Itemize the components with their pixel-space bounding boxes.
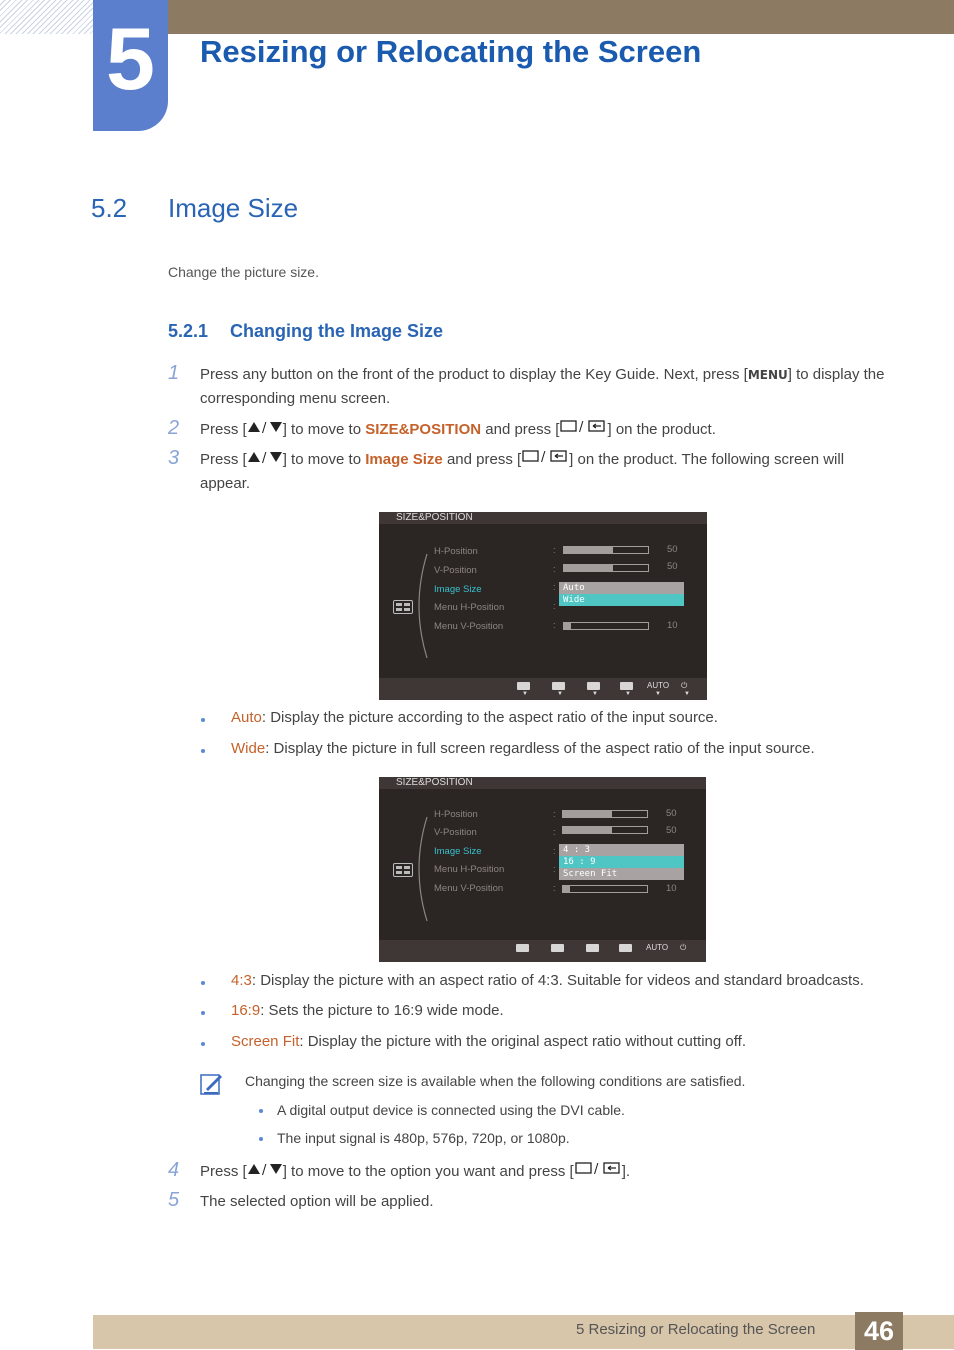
option-text: : Sets the picture to 16:9 wide mode. bbox=[260, 1002, 504, 1019]
osd-item-menu-h-position: Menu H-Position bbox=[434, 602, 505, 613]
option-term: Auto bbox=[231, 709, 262, 726]
step-text: The selected option will be applied. bbox=[200, 1193, 434, 1210]
osd-left-button-icon bbox=[516, 944, 529, 952]
osd-value-h-position: 50 bbox=[667, 544, 678, 555]
option-description bbox=[231, 972, 864, 989]
option-text: : Display the picture with an aspect ratio of 4:3. Suitable for videos and standard broadcasts. bbox=[251, 972, 864, 989]
menu-key-icon: MENU bbox=[747, 368, 788, 382]
note-text: Changing the screen size is available when the following conditions are satisfied. bbox=[245, 1073, 746, 1089]
option-text: : Display the picture according to the aspect ratio of the input source. bbox=[261, 709, 718, 726]
up-down-arrow-icon bbox=[247, 448, 283, 472]
osd-tick: ▼ bbox=[655, 691, 661, 697]
osd-slider-v-position bbox=[562, 826, 648, 834]
osd-option-wide: Wide bbox=[559, 594, 684, 606]
footer-chapter-title: 5 Resizing or Relocating the Screen bbox=[576, 1321, 816, 1338]
svg-text:/: / bbox=[261, 451, 267, 465]
step-text-part: ] to move to bbox=[282, 421, 366, 438]
option-description bbox=[231, 740, 815, 757]
osd-item-h-position: H-Position bbox=[434, 546, 478, 557]
bullet-icon bbox=[201, 1042, 205, 1046]
subsection-title: Changing the Image Size bbox=[230, 321, 444, 341]
note-condition: A digital output device is connected using the DVI cable. bbox=[277, 1102, 625, 1118]
osd-colon: : bbox=[553, 582, 556, 592]
bullet-icon bbox=[259, 1109, 263, 1113]
note-icon bbox=[200, 1072, 224, 1101]
bullet-icon bbox=[201, 718, 205, 722]
osd-screen-image-size bbox=[379, 512, 707, 700]
step-text-part: ] on the product. The following screen will appear. bbox=[200, 451, 845, 493]
osd-colon: : bbox=[553, 864, 556, 874]
step-text-part: ] to move to bbox=[282, 451, 366, 468]
option-term: 16:9 bbox=[231, 1002, 261, 1019]
osd-up-button-icon bbox=[586, 944, 599, 952]
step-text bbox=[200, 1160, 890, 1184]
osd-tick: ▼ bbox=[684, 691, 690, 697]
osd-item-image-size: Image Size bbox=[434, 584, 482, 595]
svg-text:/: / bbox=[593, 1162, 599, 1177]
step-text-part: ] to display the corresponding menu screen. bbox=[200, 366, 885, 407]
osd-up-button-icon bbox=[587, 682, 600, 690]
source-enter-icon bbox=[521, 448, 569, 472]
option-text: : Display the picture in full screen regardless of the aspect ratio of the input source. bbox=[265, 740, 815, 757]
step-text-part: ] on the product. bbox=[607, 421, 716, 438]
step-highlight: SIZE&POSITION bbox=[365, 421, 482, 438]
option-text: : Display the picture with the original aspect ratio without cutting off. bbox=[299, 1033, 746, 1050]
osd-item-menu-v-position: Menu V-Position bbox=[434, 883, 504, 894]
page-number: 46 bbox=[855, 1312, 903, 1350]
osd-tick: ▼ bbox=[557, 691, 563, 697]
osd-slider-menu-v-position bbox=[562, 885, 648, 893]
subsection-number: 5.2.1 bbox=[168, 321, 209, 341]
up-down-arrow-icon bbox=[247, 1160, 283, 1184]
option-description bbox=[231, 709, 718, 726]
osd-colon: : bbox=[553, 620, 556, 630]
osd-power-icon: ⏻ bbox=[680, 943, 687, 952]
option-description bbox=[231, 1033, 746, 1050]
osd-tick: ▼ bbox=[592, 691, 598, 697]
bullet-icon bbox=[201, 1011, 205, 1015]
osd-down-button-icon bbox=[552, 682, 565, 690]
option-description bbox=[231, 1002, 504, 1019]
bullet-icon bbox=[201, 749, 205, 753]
osd-value-h-position: 50 bbox=[666, 808, 677, 819]
osd-value-v-position: 50 bbox=[666, 825, 677, 836]
osd-auto-label: AUTO bbox=[647, 681, 670, 690]
osd-slider-h-position bbox=[563, 546, 649, 554]
option-term: Screen Fit bbox=[231, 1033, 300, 1050]
step-number: 2 bbox=[168, 417, 180, 439]
header-hatch-decoration bbox=[0, 0, 95, 34]
source-enter-icon bbox=[574, 1160, 622, 1184]
osd-title: SIZE&POSITION bbox=[379, 777, 706, 789]
osd-button-bar bbox=[379, 940, 706, 962]
step-text bbox=[200, 448, 890, 496]
step-text-part: and press [ bbox=[442, 451, 522, 468]
step-number: 5 bbox=[168, 1189, 180, 1211]
osd-item-image-size: Image Size bbox=[434, 846, 482, 857]
chapter-number-badge: 5 bbox=[93, 0, 168, 131]
section-number: 5.2 bbox=[91, 193, 128, 223]
option-term: Wide bbox=[231, 740, 266, 757]
osd-colon: : bbox=[553, 846, 556, 856]
osd-colon: : bbox=[553, 601, 556, 611]
osd-item-h-position: H-Position bbox=[434, 809, 478, 820]
osd-screen-image-size-options bbox=[379, 777, 706, 962]
step-text-part: Press [ bbox=[200, 421, 247, 438]
svg-text:/: / bbox=[541, 450, 546, 465]
osd-image-size-dropdown bbox=[559, 582, 684, 606]
step-text-part: Press [ bbox=[200, 1163, 247, 1180]
osd-down-button-icon bbox=[551, 944, 564, 952]
step-text-part: ] to move to the option you want and press [ bbox=[282, 1163, 574, 1180]
osd-option-screen-fit: Screen Fit bbox=[563, 869, 618, 879]
osd-title: SIZE&POSITION bbox=[379, 512, 707, 524]
osd-auto-label: AUTO bbox=[646, 943, 669, 952]
step-text bbox=[200, 418, 890, 442]
osd-item-menu-h-position: Menu H-Position bbox=[434, 864, 505, 875]
osd-colon: : bbox=[553, 564, 556, 574]
option-term: 4:3 bbox=[231, 972, 252, 989]
step-text-part: ]. bbox=[621, 1163, 631, 1180]
step-text-part: and press [ bbox=[481, 421, 560, 438]
step-number: 4 bbox=[168, 1159, 180, 1181]
osd-image-size-dropdown bbox=[559, 844, 684, 880]
osd-colon: : bbox=[553, 545, 556, 555]
osd-value-v-position: 50 bbox=[667, 561, 678, 572]
section-intro: Change the picture size. bbox=[168, 264, 319, 280]
bullet-icon bbox=[259, 1137, 263, 1141]
osd-slider-v-position bbox=[563, 564, 649, 572]
step-number: 3 bbox=[168, 447, 180, 469]
size-position-icon bbox=[393, 863, 413, 877]
step-text bbox=[200, 363, 890, 411]
note-condition: The input signal is 480p, 576p, 720p, or 1080p. bbox=[277, 1130, 570, 1146]
osd-option-auto: Auto bbox=[563, 583, 585, 593]
size-position-icon bbox=[393, 600, 413, 614]
osd-button-bar bbox=[379, 678, 707, 700]
osd-tick: ▼ bbox=[625, 691, 631, 697]
chapter-title: Resizing or Relocating the Screen bbox=[200, 34, 702, 69]
svg-text:/: / bbox=[579, 420, 584, 435]
osd-left-button-icon bbox=[517, 682, 530, 690]
osd-colon: : bbox=[553, 827, 556, 837]
osd-item-v-position: V-Position bbox=[434, 565, 477, 576]
step-highlight: Image Size bbox=[365, 451, 443, 468]
osd-option-16-9: 16 : 9 bbox=[559, 856, 684, 868]
osd-item-v-position: V-Position bbox=[434, 827, 477, 838]
svg-text:/: / bbox=[261, 1163, 267, 1177]
footer-bar bbox=[93, 1315, 954, 1349]
osd-value-menu-v-position: 10 bbox=[667, 620, 678, 631]
svg-text:/: / bbox=[261, 421, 267, 435]
osd-enter-button-icon bbox=[620, 682, 633, 690]
osd-power-icon: ⏻ bbox=[681, 681, 688, 690]
osd-colon: : bbox=[553, 809, 556, 819]
section-title: Image Size bbox=[168, 193, 299, 223]
osd-slider-menu-v-position bbox=[563, 622, 649, 630]
source-enter-icon bbox=[559, 418, 607, 442]
up-down-arrow-icon bbox=[247, 418, 283, 442]
osd-option-4-3: 4 : 3 bbox=[563, 845, 591, 855]
step-text-part: Press any button on the front of the product to display the Key Guide. Next, press [ bbox=[200, 366, 748, 383]
osd-colon: : bbox=[553, 883, 556, 893]
osd-enter-button-icon bbox=[619, 944, 632, 952]
osd-value-menu-v-position: 10 bbox=[666, 883, 677, 894]
osd-slider-h-position bbox=[562, 810, 648, 818]
step-text-part: Press [ bbox=[200, 451, 247, 468]
bullet-icon bbox=[201, 981, 205, 985]
osd-tick: ▼ bbox=[522, 691, 528, 697]
osd-item-menu-v-position: Menu V-Position bbox=[434, 621, 504, 632]
header-bar bbox=[95, 0, 954, 34]
step-number: 1 bbox=[168, 362, 180, 384]
